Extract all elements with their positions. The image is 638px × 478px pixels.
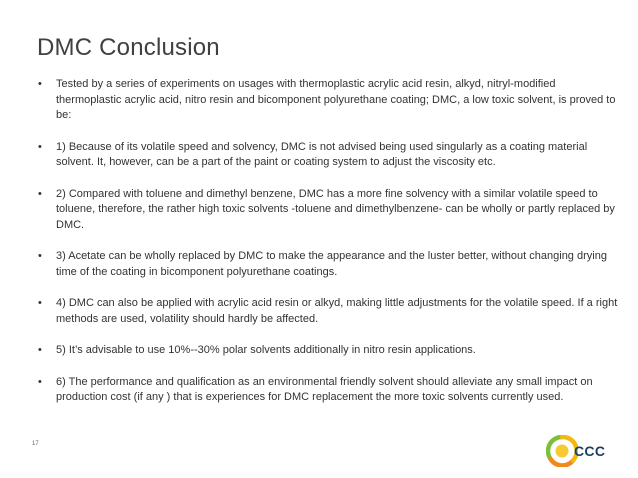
bullet-item: [37, 187, 622, 234]
bullet-glyph: •: [38, 78, 42, 90]
bullet-item: [37, 343, 622, 359]
bullet-glyph: •: [38, 344, 42, 356]
bullet-glyph: •: [38, 297, 42, 309]
slide-title: DMC Conclusion: [37, 34, 220, 61]
bullet-item: [37, 77, 622, 124]
logo-center: [556, 445, 569, 458]
bullet-text: 1) Because of its volatile speed and solvency, DMC is not advised being used singularly as a coating material solvent. It, however, can be a part of the paint or coating system to adjust the viscosity etc.: [56, 140, 588, 168]
bullet-text: 4) DMC can also be applied with acrylic acid resin or alkyd, making little adjustments for the volatile speed. If a right methods are used, volatility should hardly be affected.: [56, 297, 618, 325]
bullet-text: 2) Compared with toluene and dimethyl benzene, DMC has a more fine solvency with a similar volatile speed to toluene, therefore, the rather high toxic solvents -toluene and dimethylbenzene- can be wholly or partly replaced by DMC.: [56, 187, 615, 231]
bullet-glyph: •: [38, 250, 42, 262]
bullet-text: 3) Acetate can be wholly replaced by DMC to make the appearance and the luster better, without changing drying time of the coating in bicomponent polyurethane coatings.: [56, 250, 607, 278]
bullet-text: 6) The performance and qualification as an environmental friendly solvent should alleviate any small impact on production cost (if any ) that is experiences for DMC replacement the more toxic solvents currently used.: [56, 375, 593, 403]
bullet-item: [37, 140, 622, 171]
logo-ring-orange: [551, 459, 574, 465]
bullet-text: Tested by a series of experiments on usages with thermoplastic acrylic acid resin, alkyd, nitryl-modified thermoplastic acrylic acid, nitro resin and bicomponent polyurethane coating; DMC, a low toxic solvent, is proved to be:: [56, 78, 616, 121]
page-number: 17: [32, 441, 39, 447]
bullet-item: [37, 249, 622, 280]
bullet-glyph: •: [38, 375, 42, 388]
ccc-logo: [546, 435, 608, 469]
bullet-item: [37, 375, 622, 406]
logo-text: CCC: [574, 443, 606, 459]
bullet-glyph: •: [38, 187, 42, 200]
bullet-list: [37, 77, 622, 406]
bullet-item: [37, 296, 622, 327]
bullet-text: 5) It’s advisable to use 10%--30% polar solvents additionally in nitro resin applications.: [56, 344, 476, 356]
bullet-glyph: •: [38, 140, 42, 153]
